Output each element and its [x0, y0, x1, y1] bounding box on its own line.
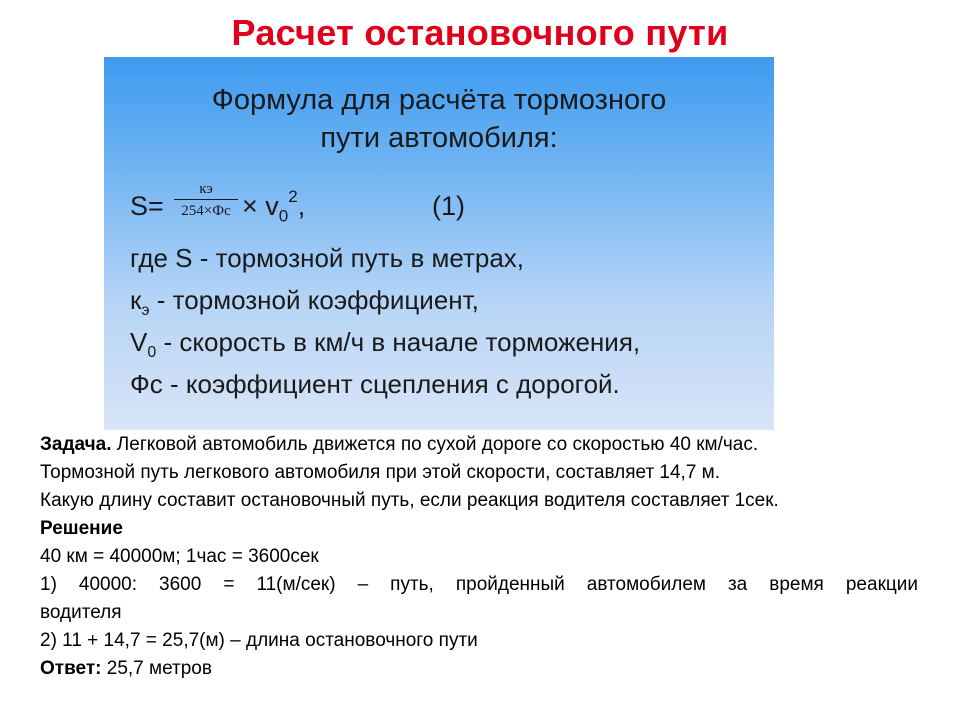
formula-heading-line-1: Формула для расчёта тормозного [211, 84, 667, 116]
formula-velocity-term [242, 187, 306, 226]
formula-numerator: кэ [174, 179, 238, 200]
task-line-1 [40, 431, 918, 459]
answer-line [40, 655, 918, 683]
task-text: Легковой автомобиль движется по сухой дороге со скоростью 40 км/час. [111, 434, 759, 455]
legend-line-s [130, 243, 524, 274]
solution-step-2: 2) 11 + 14,7 = 25,7(м) – длина остановочного пути [40, 630, 478, 651]
solution-step-1: 1) 40000: 3600 = 11(м/сек) – путь, пройденный автомобилем за время реакции [40, 574, 918, 595]
formula-image [104, 57, 774, 430]
legend-v-subscript: 0 [147, 344, 157, 362]
formula-trailing-comma: , [297, 191, 306, 221]
formula-fraction [174, 179, 238, 222]
legend-v-symbol: V [130, 327, 148, 357]
solution-label [40, 515, 918, 543]
formula-heading-line-2: пути автомобиля: [320, 122, 558, 154]
legend-k-symbol: к [130, 285, 142, 315]
problem-text [40, 431, 918, 683]
formula-heading [104, 81, 774, 157]
formula-times-v: × v [242, 191, 279, 221]
formula-lhs: S= [130, 191, 164, 221]
solution-heading: Решение [40, 518, 123, 539]
formula-v-subscript: 0 [278, 206, 289, 226]
answer-label: Ответ: [40, 658, 102, 679]
formula-v-superscript: 2 [288, 187, 298, 206]
legend-v-text: - скорость в км/ч в начале торможения, [156, 327, 641, 357]
legend-k-subscript: э [141, 302, 150, 320]
task-line-3: Какую длину составит остановочный путь, если реакция водителя составляет 1сек. [40, 490, 779, 511]
solution-step-1-cont: водителя [40, 602, 122, 623]
formula-equation-number: (1) [432, 191, 465, 221]
task-label: Задача. [40, 434, 112, 455]
task-line-2: Тормозной путь легкового автомобиля при этой скорости, составляет 14,7 м. [40, 462, 721, 483]
legend-fc-text: Фс - коэффициент сцепления с дорогой. [130, 369, 620, 399]
solution-step-0: 40 км = 40000м; 1час = 3600сек [40, 546, 319, 567]
legend-line-v [130, 327, 640, 362]
formula-denominator: 254×Фс [181, 203, 231, 219]
legend-k-text: - тормозной коэффициент, [149, 285, 479, 315]
page-title: Расчет остановочного пути [231, 12, 729, 53]
answer-text: 25,7 метров [101, 658, 212, 679]
braking-formula [130, 179, 750, 235]
legend-s-text: где S - тормозной путь в метрах, [130, 243, 524, 273]
legend-line-k [130, 285, 479, 320]
legend-line-fc [130, 369, 620, 400]
